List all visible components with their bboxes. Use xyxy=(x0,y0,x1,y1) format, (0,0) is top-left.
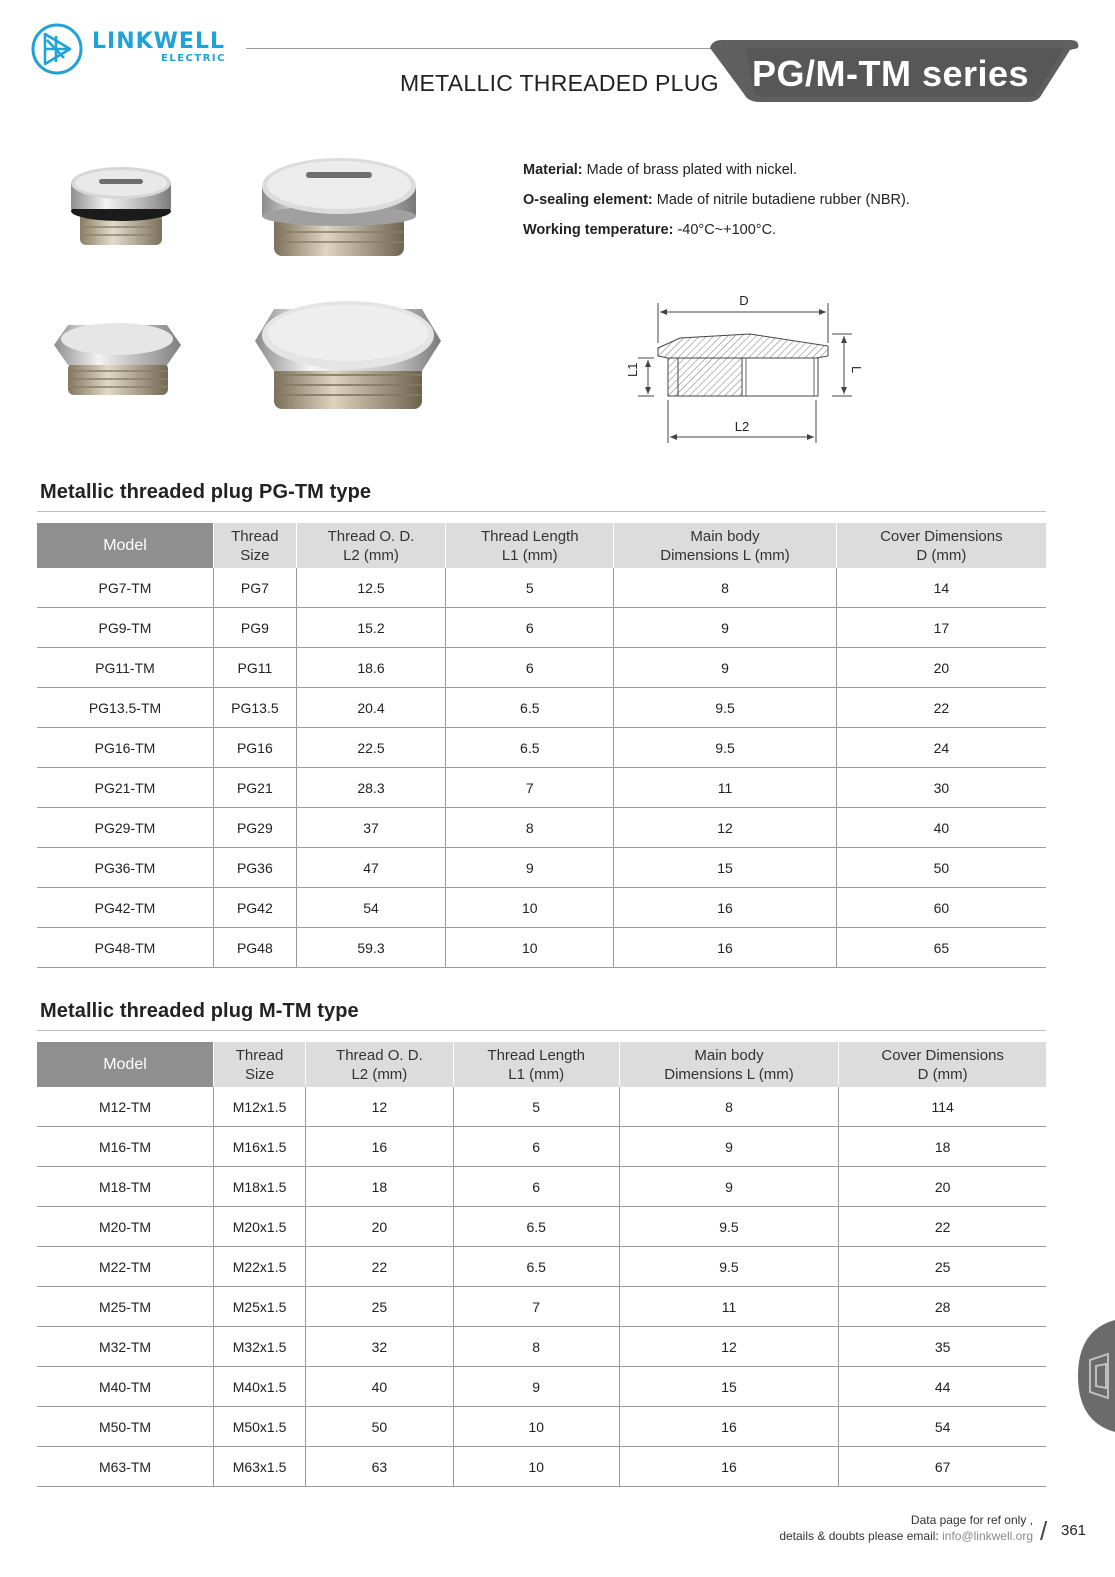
pg-cell: 50 xyxy=(836,848,1046,888)
m-col-header-line: Size xyxy=(244,1065,275,1083)
pg-cell: PG29-TM xyxy=(37,808,214,848)
m-cell: 18 xyxy=(839,1127,1046,1167)
m-cell: M22-TM xyxy=(37,1247,214,1287)
plug-photo-hex-small xyxy=(50,315,185,400)
pg-col-header xyxy=(614,523,836,568)
m-cell: 12 xyxy=(619,1327,839,1367)
m-cell: M12x1.5 xyxy=(214,1087,306,1127)
dim-label-l: L xyxy=(849,366,864,374)
m-cell: 25 xyxy=(306,1287,454,1327)
pg-col-header-line: Thread Length xyxy=(480,527,579,545)
pg-col-header xyxy=(446,523,614,568)
spec-temperature-value: -40°C~+100°C. xyxy=(677,222,777,238)
pg-col-header-line: Thread O. D. xyxy=(327,527,415,545)
m-cell: M32x1.5 xyxy=(214,1327,306,1367)
pg-cell: 20.4 xyxy=(296,688,446,728)
pg-cell: 14 xyxy=(836,568,1046,608)
pg-cell: 22 xyxy=(836,688,1046,728)
m-cell: 40 xyxy=(306,1367,454,1407)
m-cell: 6 xyxy=(453,1127,619,1167)
table-row xyxy=(37,568,1046,608)
footer-contact-prefix: details & doubts please email: xyxy=(779,1529,939,1543)
pg-cell: PG36 xyxy=(214,848,297,888)
pg-cell: PG7 xyxy=(214,568,297,608)
m-cell: 25 xyxy=(839,1247,1046,1287)
spec-o-sealing xyxy=(523,192,910,208)
pg-cell: PG42 xyxy=(214,888,297,928)
pg-cell: PG16-TM xyxy=(37,728,214,768)
m-col-header-line: Thread Length xyxy=(487,1046,585,1064)
m-col-header-line: Main body xyxy=(694,1046,764,1064)
page-number-divider: / xyxy=(1040,1516,1048,1546)
pg-col-header xyxy=(836,523,1046,568)
pg-table-header-row xyxy=(37,523,1046,568)
m-cell: M20-TM xyxy=(37,1207,214,1247)
table-row xyxy=(37,1367,1046,1407)
dim-label-l1: L1 xyxy=(625,362,640,377)
pg-cell: 7 xyxy=(446,768,614,808)
m-col-header xyxy=(306,1042,454,1087)
m-cell: 6.5 xyxy=(453,1247,619,1287)
m-cell: 22 xyxy=(839,1207,1046,1247)
pg-cell: 6 xyxy=(446,648,614,688)
pg-cell: PG13.5-TM xyxy=(37,688,214,728)
dim-label-d: D xyxy=(739,293,749,308)
pg-cell: PG9 xyxy=(214,608,297,648)
pg-cell: PG9-TM xyxy=(37,608,214,648)
m-cell: M12-TM xyxy=(37,1087,214,1127)
pg-cell: 9.5 xyxy=(614,728,836,768)
spec-material-label: Material: xyxy=(523,162,583,178)
m-cell: M18-TM xyxy=(37,1167,214,1207)
m-col-header-line: L2 (mm) xyxy=(351,1065,408,1083)
m-cell: 20 xyxy=(306,1207,454,1247)
m-cell: 9 xyxy=(619,1167,839,1207)
table-row xyxy=(37,1127,1046,1167)
m-cell: 12 xyxy=(306,1087,454,1127)
pg-col-header-line: D (mm) xyxy=(916,546,967,564)
table-row xyxy=(37,1207,1046,1247)
pg-cell: 6.5 xyxy=(446,688,614,728)
m-cell: M32-TM xyxy=(37,1327,214,1367)
pg-cell: 16 xyxy=(614,888,836,928)
page-number: 361 xyxy=(1061,1522,1087,1539)
pg-col-header-line: Dimensions L (mm) xyxy=(660,546,790,564)
m-cell: 18 xyxy=(306,1167,454,1207)
m-cell: M50-TM xyxy=(37,1407,214,1447)
m-cell: 6 xyxy=(453,1167,619,1207)
pg-cell: PG21 xyxy=(214,768,297,808)
side-category-tab xyxy=(1078,1320,1115,1432)
pg-cell: 18.6 xyxy=(296,648,446,688)
pg-cell: PG21-TM xyxy=(37,768,214,808)
pg-cell: PG16 xyxy=(214,728,297,768)
m-col-header xyxy=(453,1042,619,1087)
table-row xyxy=(37,1087,1046,1127)
m-cell: 11 xyxy=(619,1287,839,1327)
table-row xyxy=(37,1287,1046,1327)
m-table-header-row xyxy=(37,1042,1046,1087)
m-cell: M20x1.5 xyxy=(214,1207,306,1247)
table-row xyxy=(37,1447,1046,1487)
footer-note xyxy=(779,1512,1033,1544)
table-row xyxy=(37,1167,1046,1207)
m-cell: 9.5 xyxy=(619,1247,839,1287)
brand-subtitle: ELECTRIC xyxy=(161,53,226,64)
m-cell: 28 xyxy=(839,1287,1046,1327)
m-col-header-line: Dimensions L (mm) xyxy=(664,1065,794,1083)
m-cell: 20 xyxy=(839,1167,1046,1207)
pg-col-header xyxy=(214,523,297,568)
pg-col-header-line: L2 (mm) xyxy=(343,546,399,564)
pg-cell: 9 xyxy=(614,608,836,648)
m-col-header xyxy=(214,1042,306,1087)
m-cell: 63 xyxy=(306,1447,454,1487)
footer-contact xyxy=(779,1528,1033,1544)
m-cell: 32 xyxy=(306,1327,454,1367)
spec-o-sealing-value: Made of nitrile butadiene rubber (NBR). xyxy=(656,192,910,208)
m-cell: M18x1.5 xyxy=(214,1167,306,1207)
m-cell: 22 xyxy=(306,1247,454,1287)
m-col-header-line: D (mm) xyxy=(917,1065,968,1083)
pg-col-header-line: Main body xyxy=(690,527,760,545)
pg-section-rule xyxy=(37,511,1046,512)
m-col-header xyxy=(839,1042,1046,1087)
pg-col-header-line: Cover Dimensions xyxy=(880,527,1003,545)
pg-cell: 40 xyxy=(836,808,1046,848)
m-cell: 54 xyxy=(839,1407,1046,1447)
brand-name: LINKWELL xyxy=(92,29,225,54)
pg-cell: 30 xyxy=(836,768,1046,808)
page-title: METALLIC THREADED PLUG xyxy=(400,70,719,96)
m-cell: M40-TM xyxy=(37,1367,214,1407)
m-cell: 10 xyxy=(453,1447,619,1487)
m-cell: 9.5 xyxy=(619,1207,839,1247)
pg-tm-table xyxy=(37,523,1046,968)
m-cell: M63x1.5 xyxy=(214,1447,306,1487)
table-row xyxy=(37,1247,1046,1287)
pg-cell: 6.5 xyxy=(446,728,614,768)
pg-cell: 9 xyxy=(446,848,614,888)
m-col-header-line: Thread O. D. xyxy=(336,1046,423,1064)
pg-cell: PG29 xyxy=(214,808,297,848)
pg-cell: PG11 xyxy=(214,648,297,688)
m-cell: 8 xyxy=(453,1327,619,1367)
pg-cell: 8 xyxy=(446,808,614,848)
pg-cell: 10 xyxy=(446,928,614,968)
table-row xyxy=(37,608,1046,648)
pg-cell: 11 xyxy=(614,768,836,808)
pg-cell: 24 xyxy=(836,728,1046,768)
m-cell: 5 xyxy=(453,1087,619,1127)
m-col-header-line: Cover Dimensions xyxy=(881,1046,1004,1064)
m-cell: 7 xyxy=(453,1287,619,1327)
pg-cell: 16 xyxy=(614,928,836,968)
pg-cell: 37 xyxy=(296,808,446,848)
table-row xyxy=(37,1327,1046,1367)
pg-section-title: Metallic threaded plug PG-TM type xyxy=(40,481,372,503)
pg-cell: 5 xyxy=(446,568,614,608)
m-cell: 15 xyxy=(619,1367,839,1407)
m-cell: M16x1.5 xyxy=(214,1127,306,1167)
pg-cell: 65 xyxy=(836,928,1046,968)
m-col-header-line: Thread xyxy=(235,1046,284,1064)
pg-cell: 9.5 xyxy=(614,688,836,728)
spec-temperature xyxy=(523,222,776,238)
m-col-header-line: Model xyxy=(103,1056,147,1073)
spec-o-sealing-label: O-sealing element: xyxy=(523,192,653,208)
pg-cell: 54 xyxy=(296,888,446,928)
pg-cell: PG36-TM xyxy=(37,848,214,888)
table-row xyxy=(37,1407,1046,1447)
m-cell: M25x1.5 xyxy=(214,1287,306,1327)
table-row xyxy=(37,888,1046,928)
m-cell: 16 xyxy=(619,1447,839,1487)
pg-cell: 15.2 xyxy=(296,608,446,648)
m-cell: 50 xyxy=(306,1407,454,1447)
plug-photo-slotted-small xyxy=(66,165,176,255)
m-col-header xyxy=(619,1042,839,1087)
m-cell: 6.5 xyxy=(453,1207,619,1247)
pg-cell: PG13.5 xyxy=(214,688,297,728)
pg-cell: 15 xyxy=(614,848,836,888)
m-cell: M40x1.5 xyxy=(214,1367,306,1407)
dimension-drawing xyxy=(620,288,870,448)
m-cell: 35 xyxy=(839,1327,1046,1367)
pg-cell: PG48-TM xyxy=(37,928,214,968)
table-row xyxy=(37,728,1046,768)
m-cell: 16 xyxy=(619,1407,839,1447)
pg-cell: 22.5 xyxy=(296,728,446,768)
footer-disclaimer: Data page for ref only , xyxy=(910,1513,1033,1527)
table-row xyxy=(37,808,1046,848)
m-col-header-line: L1 (mm) xyxy=(508,1065,565,1083)
m-cell: M63-TM xyxy=(37,1447,214,1487)
pg-cell: PG11-TM xyxy=(37,648,214,688)
m-section-rule xyxy=(37,1030,1046,1031)
m-col-header xyxy=(37,1042,214,1087)
m-cell: M16-TM xyxy=(37,1127,214,1167)
pg-cell: 10 xyxy=(446,888,614,928)
series-label: PG/M-TM series xyxy=(752,53,1030,94)
table-row xyxy=(37,768,1046,808)
pg-cell: 17 xyxy=(836,608,1046,648)
m-cell: 8 xyxy=(619,1087,839,1127)
pg-cell: 6 xyxy=(446,608,614,648)
pg-cell: 60 xyxy=(836,888,1046,928)
m-cell: M22x1.5 xyxy=(214,1247,306,1287)
m-cell: 16 xyxy=(306,1127,454,1167)
m-cell: M50x1.5 xyxy=(214,1407,306,1447)
pg-col-header xyxy=(37,523,214,568)
m-cell: 67 xyxy=(839,1447,1046,1487)
spec-material-value: Made of brass plated with nickel. xyxy=(586,162,798,178)
plug-photo-hex-large xyxy=(252,297,444,415)
spec-material xyxy=(523,162,797,178)
pg-col-header xyxy=(296,523,446,568)
pg-cell: PG42-TM xyxy=(37,888,214,928)
table-row xyxy=(37,688,1046,728)
spec-temperature-label: Working temperature: xyxy=(523,222,674,238)
m-cell: 9 xyxy=(619,1127,839,1167)
pg-cell: 47 xyxy=(296,848,446,888)
pg-cell: 59.3 xyxy=(296,928,446,968)
footer-email-link[interactable]: info@linkwell.org xyxy=(942,1529,1033,1543)
table-row xyxy=(37,848,1046,888)
m-tm-table xyxy=(37,1042,1046,1487)
pg-cell: 28.3 xyxy=(296,768,446,808)
pg-col-header-line: L1 (mm) xyxy=(501,546,558,564)
m-cell: 44 xyxy=(839,1367,1046,1407)
pg-cell: 20 xyxy=(836,648,1046,688)
m-section-title: Metallic threaded plug M-TM type xyxy=(40,1000,359,1022)
pg-cell: PG48 xyxy=(214,928,297,968)
pg-cell: 12 xyxy=(614,808,836,848)
m-cell: 10 xyxy=(453,1407,619,1447)
pg-cell: 9 xyxy=(614,648,836,688)
m-cell: M25-TM xyxy=(37,1287,214,1327)
pg-cell: 8 xyxy=(614,568,836,608)
plug-photo-slotted-large xyxy=(256,152,421,264)
pg-cell: 12.5 xyxy=(296,568,446,608)
pg-col-header-line: Size xyxy=(240,546,270,564)
table-row xyxy=(37,648,1046,688)
m-cell: 9 xyxy=(453,1367,619,1407)
table-row xyxy=(37,928,1046,968)
m-cell: 114 xyxy=(839,1087,1046,1127)
pg-col-header-line: Model xyxy=(103,537,147,554)
dim-label-l2: L2 xyxy=(734,419,750,434)
pg-cell: PG7-TM xyxy=(37,568,214,608)
pg-col-header-line: Thread xyxy=(231,527,279,545)
